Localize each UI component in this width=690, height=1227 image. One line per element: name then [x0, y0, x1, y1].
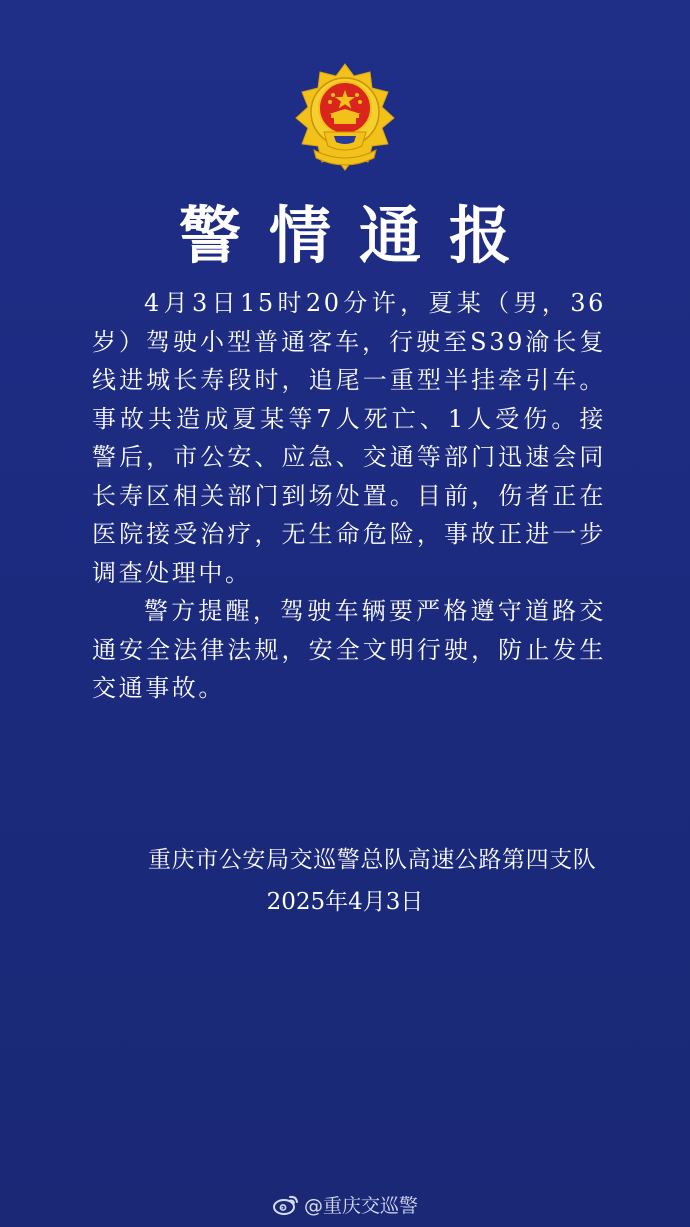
notice-paragraph-reminder: 警方提醒，驾驶车辆要严格遵守道路交通安全法律法规，安全文明行驶，防止发生交通事故。 [92, 597, 606, 702]
notice-body [92, 284, 606, 708]
police-emblem-icon [294, 62, 396, 172]
weibo-icon [272, 1192, 300, 1216]
issuer-name: 重庆市公安局交巡警总队高速公路第四支队 [148, 847, 597, 873]
weibo-watermark [272, 1190, 418, 1218]
notice-title: 警情通报 [178, 199, 539, 272]
issue-date: 2025年4月3日 [266, 889, 424, 915]
notice-paragraph-incident: 4月3日15时20分许，夏某（男，36岁）驾驶小型普通客车，行驶至S39渝长复线进城长寿段时，追尾一重型半挂牵引车。事故共造成夏某等7人死亡、1人受伤。接警后，市公安、应急、交通等部门迅速会同长寿区相关部门到场处置。目前，伤者正在医院接受治疗，无生命危险，事故正进一步调查处理中。 [92, 289, 606, 587]
weibo-account: @重庆交巡警 [304, 1194, 419, 1217]
